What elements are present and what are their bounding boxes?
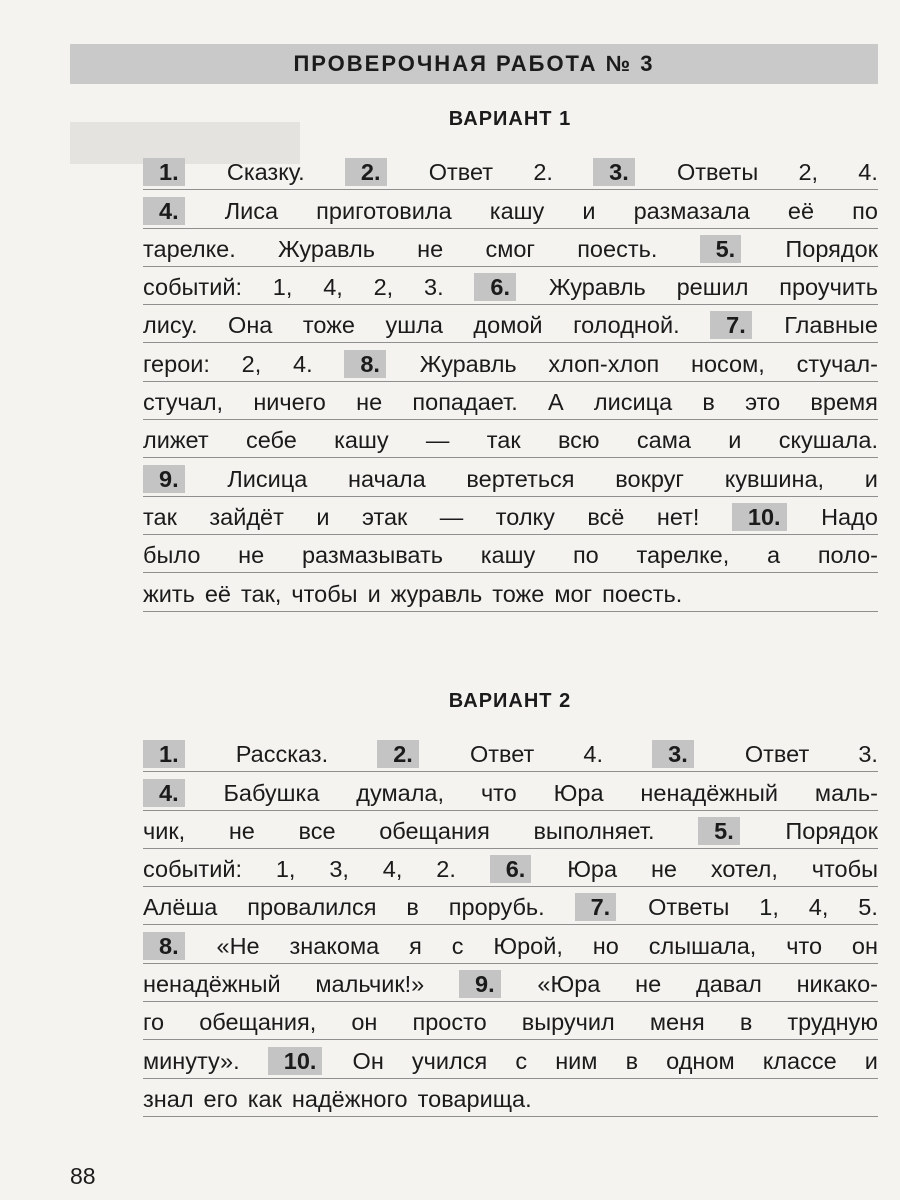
answer-line bbox=[143, 573, 878, 611]
answer-word: 2, bbox=[373, 274, 394, 301]
question-number-badge: 10. bbox=[268, 1047, 323, 1075]
answer-word: лижет bbox=[143, 427, 209, 454]
answer-word: по bbox=[572, 542, 599, 569]
answer-word: так, bbox=[241, 580, 282, 607]
answer-word: Надо bbox=[821, 503, 878, 530]
question-number-badge: 8. bbox=[143, 932, 185, 960]
answer-word: с bbox=[451, 932, 464, 959]
answer-word: трудную bbox=[787, 1009, 878, 1036]
answer-line bbox=[143, 458, 878, 496]
answer-word: в bbox=[702, 389, 715, 416]
page-title-bar bbox=[70, 44, 878, 84]
answer-word: тарелке. bbox=[143, 235, 236, 262]
answer-line bbox=[143, 1002, 878, 1040]
answer-word: 4. bbox=[583, 741, 604, 768]
answer-word: толку bbox=[495, 503, 555, 530]
question-number-badge: 8. bbox=[344, 350, 386, 378]
answer-word: и bbox=[316, 503, 330, 530]
answer-word: ненадёжный bbox=[640, 779, 779, 806]
answer-word: поесть. bbox=[577, 235, 658, 262]
answer-word: голодной. bbox=[573, 312, 680, 339]
answer-word: тарелке, bbox=[636, 542, 730, 569]
answer-word: событий: bbox=[143, 856, 242, 883]
answer-word: Главные bbox=[784, 312, 878, 339]
answer-word: в bbox=[406, 894, 419, 921]
question-number-badge: 6. bbox=[474, 273, 516, 301]
answer-word: в bbox=[739, 1009, 753, 1036]
answer-word: лису. bbox=[143, 312, 198, 339]
answer-word: выполняет. bbox=[533, 817, 655, 844]
answer-word: Сказку. bbox=[226, 159, 305, 186]
answer-word: Юра bbox=[553, 779, 604, 806]
variant-1-answers bbox=[143, 152, 878, 612]
answer-word: 4, bbox=[382, 856, 403, 883]
answer-line bbox=[143, 267, 878, 305]
answer-word: ничего bbox=[253, 389, 326, 416]
answer-line bbox=[143, 497, 878, 535]
answer-word: 4. bbox=[293, 350, 313, 377]
answer-word: прорубь. bbox=[448, 894, 545, 921]
answer-word: 5. bbox=[858, 894, 878, 921]
answer-word: было bbox=[143, 542, 201, 569]
answer-line bbox=[143, 229, 878, 267]
answer-word: Ответы bbox=[677, 159, 759, 186]
answer-word: и bbox=[367, 580, 381, 607]
question-number-badge: 9. bbox=[143, 465, 185, 493]
answer-word: 2, bbox=[241, 350, 262, 377]
answer-word: выручил bbox=[521, 1009, 615, 1036]
answer-word: в bbox=[625, 1047, 639, 1074]
question-number-badge: 7. bbox=[710, 311, 752, 339]
answer-word: тоже bbox=[302, 312, 355, 339]
answer-word: Журавль bbox=[548, 274, 646, 301]
answer-line bbox=[143, 734, 878, 772]
answer-word: а bbox=[767, 542, 781, 569]
answer-word: кашу bbox=[334, 427, 389, 454]
answer-word: так bbox=[143, 503, 177, 530]
answer-word: 3, bbox=[329, 856, 349, 883]
answer-word: 2. bbox=[436, 856, 456, 883]
answer-word: чтобы bbox=[811, 856, 878, 883]
answer-word: не bbox=[650, 856, 677, 883]
answer-line bbox=[143, 772, 878, 810]
answer-word: знал bbox=[143, 1085, 194, 1112]
answer-word: что bbox=[480, 779, 517, 806]
answer-word: чик, bbox=[143, 817, 186, 844]
answer-word: это bbox=[745, 389, 781, 416]
question-number-badge: 1. bbox=[143, 740, 185, 768]
answer-line bbox=[143, 305, 878, 343]
question-number-badge: 1. bbox=[143, 158, 185, 186]
question-number-badge: 3. bbox=[593, 158, 635, 186]
answer-word: всю bbox=[557, 427, 600, 454]
answer-word: лисица bbox=[593, 389, 673, 416]
variant-2-heading: ВАРИАНТ 2 bbox=[448, 690, 572, 712]
answer-word: я bbox=[409, 932, 422, 959]
answer-word: минуту». bbox=[143, 1047, 240, 1074]
answer-word: стучал- bbox=[796, 350, 878, 377]
answer-word: 3. bbox=[424, 274, 444, 301]
answer-line bbox=[143, 925, 878, 963]
answer-word: — bbox=[425, 427, 450, 454]
answer-word: думала, bbox=[356, 779, 445, 806]
answer-word: тоже bbox=[492, 580, 545, 607]
answer-word: журавль bbox=[390, 580, 483, 607]
answer-word: попадает. bbox=[412, 389, 518, 416]
answer-word: его bbox=[203, 1085, 238, 1112]
answer-word: зайдёт bbox=[209, 503, 284, 530]
answer-word: размазала bbox=[633, 197, 750, 224]
answer-word: Ответ bbox=[428, 159, 494, 186]
answer-word: и bbox=[582, 197, 596, 224]
answer-line bbox=[143, 964, 878, 1002]
answer-word: 4. bbox=[858, 159, 878, 186]
answer-word: «Юра bbox=[537, 971, 601, 998]
answer-word: меня bbox=[649, 1009, 705, 1036]
answer-word: домой bbox=[473, 312, 543, 339]
answer-line bbox=[143, 535, 878, 573]
answer-word: мог bbox=[554, 580, 593, 607]
question-number-badge: 4. bbox=[143, 779, 185, 807]
answer-word: и bbox=[864, 1047, 878, 1074]
answer-word: всё bbox=[587, 503, 625, 530]
answer-word: знакома bbox=[289, 932, 380, 959]
answer-line bbox=[143, 382, 878, 420]
variant-1-heading: ВАРИАНТ 1 bbox=[448, 108, 572, 130]
answer-word: не bbox=[635, 971, 662, 998]
answer-line bbox=[143, 1079, 878, 1117]
answer-word: никако- bbox=[796, 971, 878, 998]
answer-word: 1, bbox=[759, 894, 779, 921]
question-number-badge: 10. bbox=[732, 503, 787, 531]
answer-line bbox=[143, 152, 878, 190]
answer-word: Юра bbox=[567, 856, 618, 883]
answer-word: Ответ bbox=[744, 741, 810, 768]
answer-word: мальчик!» bbox=[315, 971, 425, 998]
question-number-badge: 5. bbox=[698, 817, 740, 845]
answer-word: 2. bbox=[533, 159, 553, 186]
answer-word: обещания, bbox=[199, 1009, 317, 1036]
answer-word: маль- bbox=[814, 779, 878, 806]
answer-word: вокруг bbox=[615, 465, 684, 492]
answer-word: не bbox=[238, 542, 265, 569]
question-number-badge: 4. bbox=[143, 197, 185, 225]
question-number-badge: 9. bbox=[459, 970, 501, 998]
answer-word: провалился bbox=[247, 894, 377, 921]
answer-word: Бабушка bbox=[223, 779, 320, 806]
answer-word: по bbox=[852, 197, 878, 224]
answer-word: одном bbox=[666, 1047, 735, 1074]
answer-word: слышала, bbox=[648, 932, 757, 959]
answer-word: 3. bbox=[858, 741, 878, 768]
answer-word: обещания bbox=[379, 817, 490, 844]
answer-word: время bbox=[810, 389, 878, 416]
answer-word: нет! bbox=[656, 503, 700, 530]
answer-word: кашу bbox=[489, 197, 545, 224]
answer-word: этак bbox=[361, 503, 408, 530]
answer-word: Юрой, bbox=[493, 932, 563, 959]
answer-word: го bbox=[143, 1009, 165, 1036]
answer-word: чтобы bbox=[291, 580, 358, 607]
answer-word: событий: bbox=[143, 274, 242, 301]
answer-word: — bbox=[439, 503, 464, 530]
answer-word: жить bbox=[143, 580, 195, 607]
answer-word: кувшина, bbox=[724, 465, 825, 492]
answer-word: ним bbox=[555, 1047, 598, 1074]
answer-word: просто bbox=[412, 1009, 487, 1036]
answer-word: Ответ bbox=[469, 741, 535, 768]
answer-line bbox=[143, 887, 878, 925]
answer-word: Порядок bbox=[785, 235, 878, 262]
question-number-badge: 6. bbox=[490, 855, 532, 883]
answer-line bbox=[143, 420, 878, 458]
answer-word: её bbox=[204, 580, 231, 607]
answer-word: 4, bbox=[808, 894, 829, 921]
answer-word: вертеться bbox=[466, 465, 575, 492]
answer-word: не bbox=[356, 389, 383, 416]
answer-word: стучал, bbox=[143, 389, 224, 416]
answer-word: проучить bbox=[779, 274, 878, 301]
answer-word: её bbox=[787, 197, 815, 224]
answer-word: он bbox=[351, 1009, 378, 1036]
answer-word: и bbox=[864, 465, 878, 492]
answer-word: и bbox=[728, 427, 742, 454]
answer-word: так bbox=[486, 427, 521, 454]
answer-word: поло- bbox=[817, 542, 878, 569]
answer-word: Ответы bbox=[648, 894, 730, 921]
question-number-badge: 5. bbox=[700, 235, 742, 263]
answer-word: 1, bbox=[272, 274, 293, 301]
answer-word: товарища. bbox=[417, 1085, 532, 1112]
answer-word: Алёша bbox=[143, 894, 218, 921]
answer-word: размазывать bbox=[301, 542, 443, 569]
answer-word: сама bbox=[636, 427, 691, 454]
answer-word: 1, bbox=[275, 856, 296, 883]
answer-word: поесть. bbox=[602, 580, 683, 607]
answer-word: как bbox=[247, 1085, 282, 1112]
answer-line bbox=[143, 811, 878, 849]
variant-2-answers bbox=[143, 734, 878, 1117]
answer-word: он bbox=[851, 932, 878, 959]
answer-word: скушала. bbox=[778, 427, 878, 454]
answer-word: «Не bbox=[216, 932, 260, 959]
answer-word: надёжного bbox=[291, 1085, 408, 1112]
answer-word: Журавль bbox=[278, 235, 375, 262]
answer-word: 2, bbox=[798, 159, 819, 186]
answer-word: герои: bbox=[143, 350, 210, 377]
answer-line bbox=[143, 343, 878, 381]
question-number-badge: 2. bbox=[345, 158, 387, 186]
answer-word: Лисица bbox=[227, 465, 308, 492]
answer-word: себе bbox=[245, 427, 297, 454]
answer-word: Журавль bbox=[419, 350, 517, 377]
answer-line bbox=[143, 1040, 878, 1078]
answer-word: с bbox=[515, 1047, 528, 1074]
question-number-badge: 7. bbox=[575, 893, 617, 921]
answer-word: ушла bbox=[385, 312, 443, 339]
answer-word: все bbox=[298, 817, 336, 844]
answer-word: Она bbox=[228, 312, 273, 339]
answer-word: А bbox=[548, 389, 564, 416]
answer-word: не bbox=[417, 235, 444, 262]
answer-word: Лиса bbox=[224, 197, 279, 224]
answer-word: хлоп-хлоп bbox=[548, 350, 660, 377]
answer-word: но bbox=[592, 932, 619, 959]
question-number-badge: 2. bbox=[377, 740, 419, 768]
answer-word: Он bbox=[352, 1047, 384, 1074]
answer-word: начала bbox=[348, 465, 426, 492]
answer-word: хотел, bbox=[710, 856, 778, 883]
answer-word: не bbox=[228, 817, 255, 844]
answer-word: классе bbox=[762, 1047, 837, 1074]
answer-word: ненадёжный bbox=[143, 971, 281, 998]
answer-word: приготовила bbox=[316, 197, 452, 224]
page-title: ПРОВЕРОЧНАЯ РАБОТА № 3 bbox=[293, 51, 655, 76]
page-number: 88 bbox=[70, 1163, 96, 1189]
answer-word: смог bbox=[485, 235, 535, 262]
answer-word: носом, bbox=[691, 350, 765, 377]
answer-line bbox=[143, 190, 878, 228]
answer-word: что bbox=[786, 932, 823, 959]
answer-word: учился bbox=[411, 1047, 488, 1074]
answer-word: решил bbox=[676, 274, 749, 301]
answer-word: 4, bbox=[323, 274, 343, 301]
answer-word: Рассказ. bbox=[235, 741, 329, 768]
answer-line bbox=[143, 849, 878, 887]
answer-word: давал bbox=[696, 971, 762, 998]
question-number-badge: 3. bbox=[652, 740, 694, 768]
answer-word: кашу bbox=[480, 542, 536, 569]
answer-word: Порядок bbox=[785, 817, 878, 844]
